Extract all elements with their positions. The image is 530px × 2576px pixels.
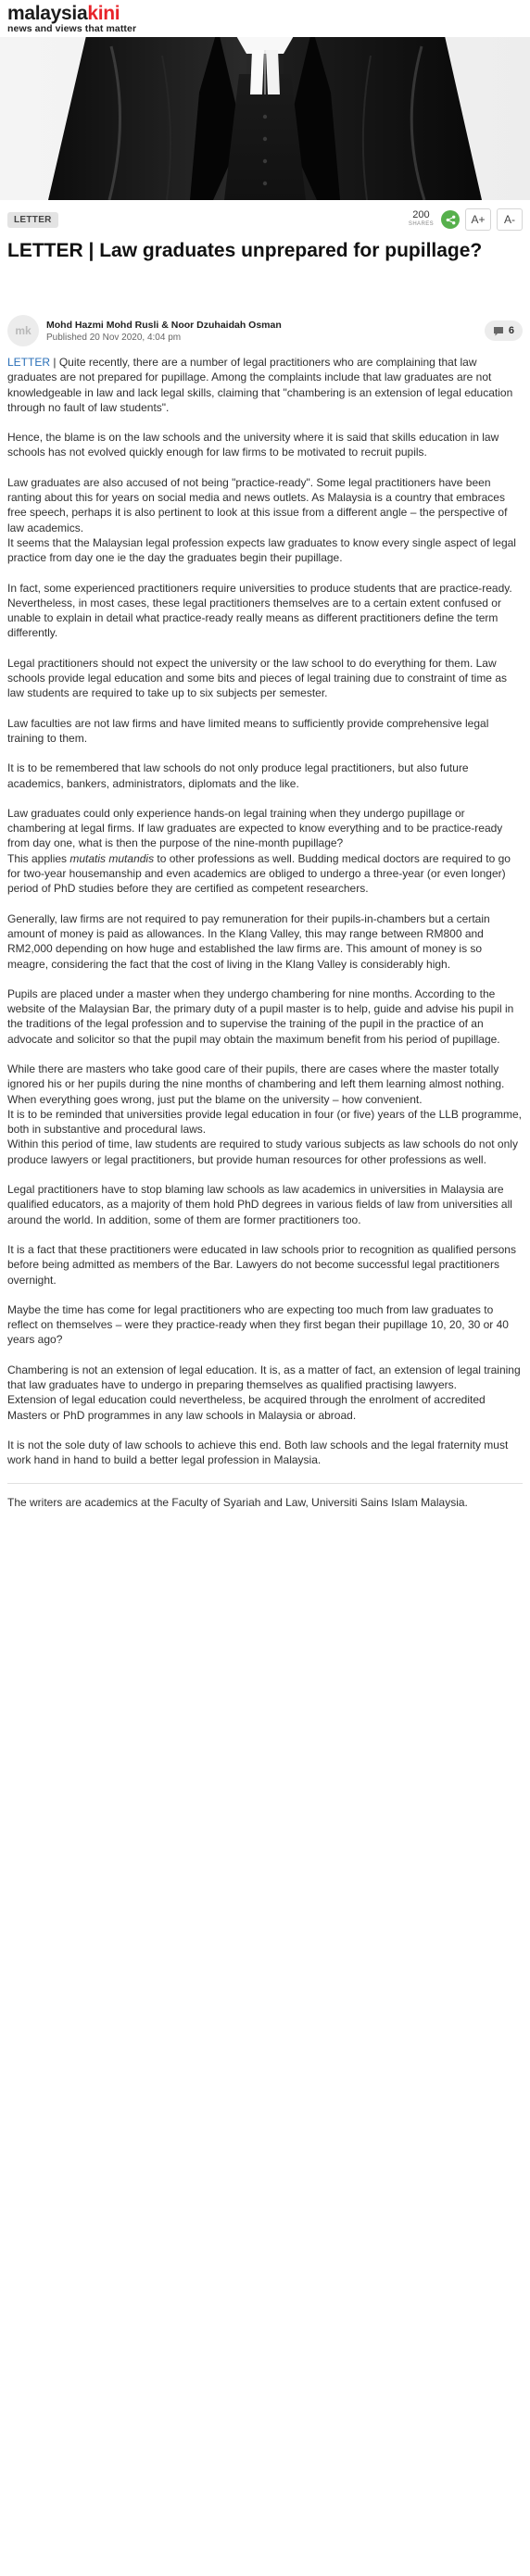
paragraph-text: to other professions as well. Budding medical doctors are required to go for two-year housemanship and even academics are obliged to undergo a three-year (or even longer) period of PhD studies before they are certified as competent researchers. [7,851,511,896]
logo-main: malaysia [7,3,88,24]
share-count-label: SHARES [408,221,434,227]
paragraph: It seems that the Malaysian legal profession expects law graduates to know every single aspect of legal practice from day one ie the day the graduates begin their pupillage. [7,535,516,565]
font-decrease-button[interactable]: A- [497,208,523,231]
article-body [0,350,530,1468]
hero-image [0,37,530,200]
author-avatar: mk [7,315,39,346]
share-button[interactable] [441,210,460,229]
comment-icon [493,326,504,336]
lawyer-gown-photo-icon [0,37,530,200]
site-logo[interactable] [7,5,523,23]
share-count-value: 200 [412,209,430,220]
paragraph: Pupils are placed under a master when they undergo chambering for nine months. According to the website of the Malaysian Bar, the primary duty of a pupil master is to help, guide and advise his pupil in the traditions of the legal profession and to supervise the training of the pupil in the practice of an advocate and solicitor so that the pupil may obtain the maximum benefit from his period of pupillage. [7,986,514,1046]
paragraph: It is not the sole duty of law schools to achieve this end. Both law schools and the legal fraternity must work hand in hand to build a better legal profession in Malaysia. [7,1438,509,1467]
category-badge[interactable]: LETTER [7,212,58,228]
paragraph [7,355,523,415]
paragraph: While there are masters who take good care of their pupils, there are cases where the master totally ignored his or her pupils during the nine months of chambering and left them learning almost nothing. When everything goes wrong, just put the blame on the university – how convenient. [7,1062,505,1106]
comment-count: 6 [508,325,514,336]
paragraph-text: This applies [7,851,70,865]
footer-divider [7,1483,523,1484]
paragraph: Generally, law firms are not required to pay remuneration for their pupils-in-chambers but a certain amount of money is paid as allowances. In the Klang Valley, this may range between RM800 and RM2,000 depending on how huge and established the law firms are. This amount of money is so meagre, considering the fact that the cost of living in the Klang Valley is considerably high. [7,911,490,971]
font-increase-button[interactable]: A+ [465,208,491,231]
share-count [409,210,434,229]
paragraph: It is a fact that these practitioners were educated in law schools prior to recognition as qualified persons before being admitted as members of the Bar. Lawyers do not become successful legal practitioners overnight. [7,1242,516,1287]
paragraph: It is to be reminded that universities provide legal education in four (or five) years of the LLB programme, both in substantive and procedural laws. [7,1107,522,1137]
article-title: LETTER | Law graduates unprepared for pupillage? [7,240,483,261]
paragraph: Maybe the time has come for legal practitioners who are expecting too much from law graduates to reflect on themselves – were they practice-ready when they first began their pupillage 10, 20, 30 or 40 years ago? [7,1302,509,1347]
comments-button[interactable] [485,320,523,341]
paragraph: Hence, the blame is on the law schools and the university where it is said that skills education in law schools has not evolved quickly enough for law firms to be motivated to recruit pupils. [7,431,499,459]
paragraph: Legal practitioners have to stop blaming law schools as law academics in universities in Malaysia are qualified educators, as a majority of them hold PhD degrees in various fields of law from universities all around the world. In addition, some of them are former practitioners too. [7,1183,512,1226]
paragraph: Legal practitioners should not expect the university or the law school to do everything for them. Law schools provide legal education and some bits and pieces of legal training due to constraint of time as law students are required to take up to six subjects per semester. [7,656,507,700]
byline [0,306,530,350]
publish-date: Published 20 Nov 2020, 4:04 pm [46,332,182,343]
lead-category-link[interactable]: LETTER [7,356,51,369]
author-block [46,319,485,344]
author-note: The writers are academics at the Faculty of Syariah and Law, Universiti Sains Islam Malaysia. [7,1495,468,1509]
paragraph: In fact, some experienced practitioners require universities to produce students that are practice-ready. Nevertheless, in most cases, these legal practitioners themselves are to a certain extent confused or unable to explain in detail what practice-ready really means as different practitioners define the term differently. [7,581,512,640]
lead-separator: | [50,356,59,369]
logo-accent: kini [87,3,120,24]
paragraph: Chambering is not an extension of legal education. It is, as a matter of fact, an extension of legal training that law graduates have to undergo in preparing themselves as qualified practising lawyers. [7,1363,521,1392]
paragraph-text: Quite recently, there are a number of legal practitioners who are complaining that law graduates are not prepared for pupillage. Among the complaints include that law graduates are not knowledgeable in law and lack legal skills, claiming that "chambering is an extension of legal education through no fault of law students". [7,356,513,414]
share-icon [446,215,456,225]
author-names[interactable]: Mohd Hazmi Mohd Rusli & Noor Dzuhaidah Osman [46,319,282,331]
site-tagline: news and views that matter [7,23,137,34]
italic-phrase: mutatis mutandis [69,851,155,865]
paragraph: Law faculties are not law firms and have limited means to sufficiently provide comprehensive legal training to them. [7,716,489,745]
paragraph [7,851,523,897]
site-header [0,0,530,37]
paragraph: Law graduates are also accused of not being "practice-ready". Some legal practitioners have been ranting about this for years on social media and news outlets. As Malaysia is a country that embraces free speech, perhaps it is also pertinent to look at this issue from a different angle – the perspective of law academics. [7,475,508,534]
article-tools [409,208,523,231]
paragraph: Law graduates could only experience hands-on legal training when they undergo pupillage or chambering at legal firms. If law graduates are expected to know everything and to be practice-ready from day one, what is then the purpose of the nine-month pupillage? [7,806,503,850]
article-meta-row [0,204,530,235]
paragraph: It is to be remembered that law schools do not only produce legal practitioners, but also future academics, bankers, administrators, diplomats and the like. [7,761,469,790]
paragraph: Extension of legal education could nevertheless, be acquired through the enrolment of accredited Masters or PhD programmes in any law schools in Malaysia or abroad. [7,1393,486,1422]
paragraph: Within this period of time, law students are required to study various subjects as law schools do not only produce lawyers or legal practitioners, but provide human resources for other professions as well. [7,1137,518,1166]
